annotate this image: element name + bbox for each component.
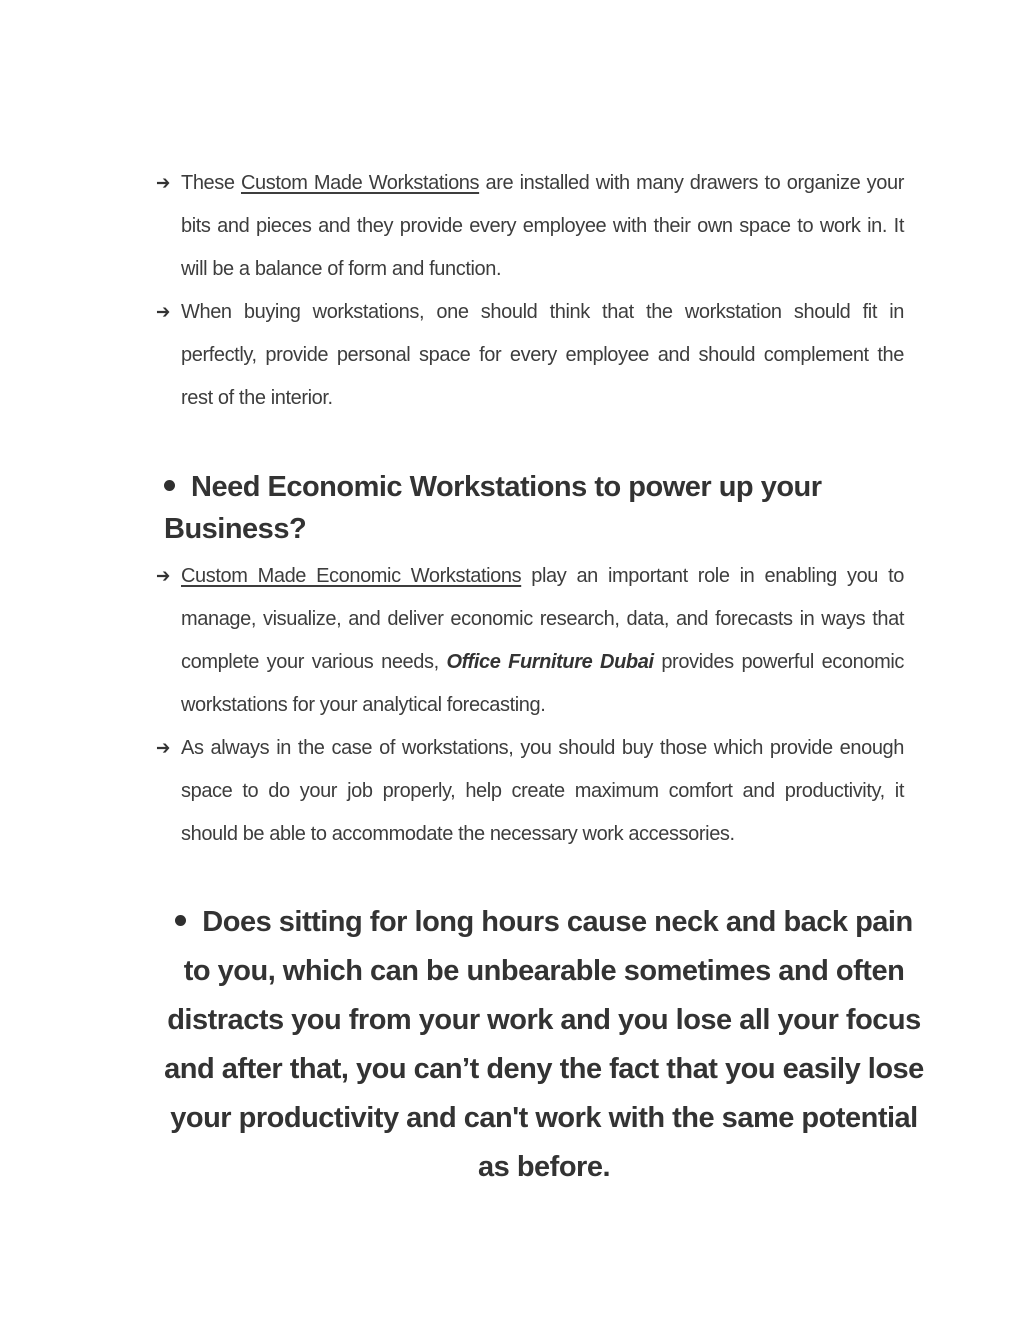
arrow-list-section-1	[156, 162, 904, 420]
heading-text: Need Economic Workstations to power up your Business?	[164, 471, 822, 545]
bullet-dot-icon	[175, 915, 186, 926]
item-text: are installed with many drawers to organize your bits and pieces and they provide every employee with their own space to work in. It will be a balance of form and function.	[181, 172, 904, 280]
list-item	[156, 555, 904, 727]
item-text: play an important role in enabling you to manage, visualize, and deliver economic research, data, and forecasts in ways that complete your various needs,	[181, 565, 904, 673]
brand-name: Office Furniture Dubai	[446, 651, 654, 673]
bullet-dot-icon	[164, 480, 175, 491]
custom-made-workstations-link[interactable]: Custom Made Workstations	[240, 172, 480, 194]
right-arrow-icon: ➔	[156, 738, 170, 759]
right-arrow-icon: ➔	[156, 302, 170, 323]
item-text: These	[181, 172, 241, 194]
list-item	[156, 162, 904, 291]
item-text: As always in the case of workstations, you should buy those which provide enough space to do your job properly, help create maximum comfort and productivity, it should be able to accommodate the necessary work accessories.	[181, 737, 904, 845]
right-arrow-icon: ➔	[156, 173, 170, 194]
item-text: provides powerful economic workstations for your analytical forecasting.	[181, 651, 904, 716]
arrow-list-section-2	[156, 555, 904, 856]
right-arrow-icon: ➔	[156, 566, 170, 587]
item-text: When buying workstations, one should think that the workstation should fit in perfectly, provide personal space for every employee and should complement the rest of the interior.	[181, 301, 904, 409]
custom-made-economic-workstations-link[interactable]: Custom Made Economic Workstations	[181, 565, 522, 587]
heading-text: Does sitting for long hours cause neck and back pain to you, which can be unbearable sometimes and often distracts you from your work and you lose all your focus and after that, you can’t deny the fact that you easily lose your productivity and can't work with the same potential as before.	[164, 906, 924, 1183]
section-heading	[160, 898, 928, 1192]
list-item	[156, 727, 904, 856]
section-heading	[164, 466, 924, 550]
list-item	[156, 291, 904, 420]
